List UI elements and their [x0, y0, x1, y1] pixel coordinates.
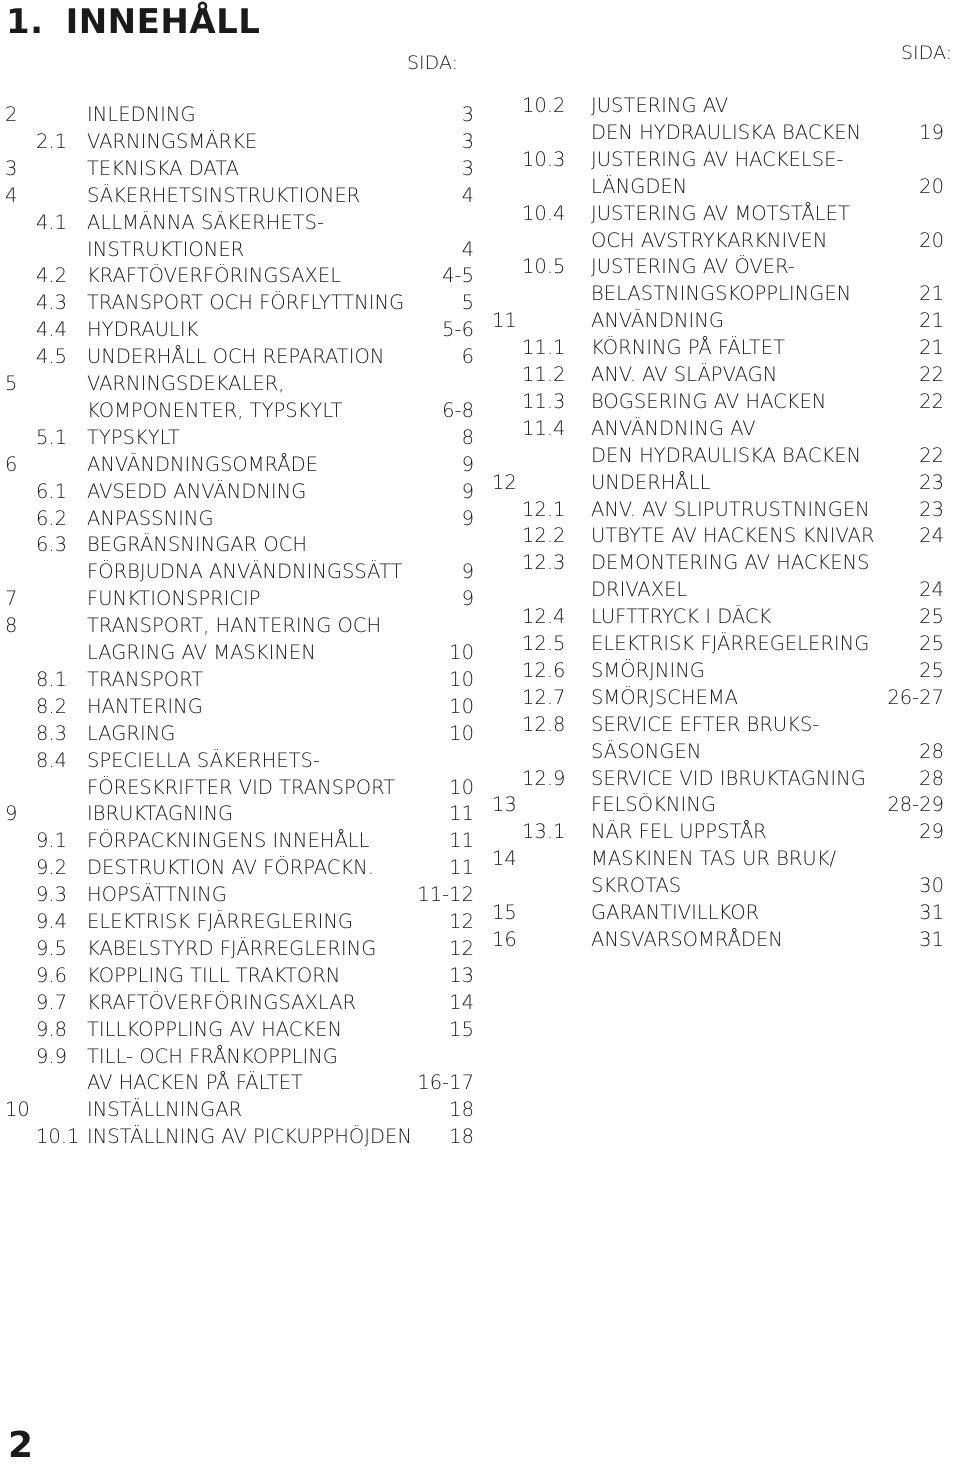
toc-entry-page: 11: [449, 829, 474, 853]
toc-entry-label: TEKNISKA DATA: [87, 156, 239, 180]
toc-entry-label: IBRUKTAGNING: [87, 802, 234, 826]
toc-entry-label: UNDERHÅLL OCH REPARATION: [87, 345, 385, 369]
toc-entry-number: 15: [492, 901, 517, 924]
toc-entry-label: LÄNGDEN: [591, 174, 688, 198]
toc-entry-label: BOGSERING AV HACKEN: [591, 389, 827, 413]
toc-entry-label: DRIVAXEL: [591, 578, 688, 602]
toc-entry-page: 23: [919, 470, 944, 494]
toc-entry-label: ANPASSNING: [87, 506, 214, 530]
toc-entry-number: 9.9: [36, 1044, 68, 1068]
toc-entry-label: ALLMÄNNA SÄKERHETS-: [87, 210, 324, 234]
toc-entry-page: 10: [449, 667, 474, 691]
toc-entry-label: JUSTERING AV MOTSTÅLET: [591, 201, 850, 225]
toc-entry-label: ANV. AV SLIPUTRUSTNINGEN: [591, 497, 870, 521]
toc-entry-label: FÖRBJUDNA ANVÄNDNINGSSÄTT: [87, 560, 403, 584]
toc-entry-label: UNDERHÅLL: [591, 470, 711, 494]
toc-entry-label: LAGRING AV MASKINEN: [87, 641, 316, 664]
toc-entry-page: 11-12: [417, 883, 474, 907]
toc-entry-number: 2.1: [36, 129, 68, 153]
toc-entry-label: AV HACKEN PÅ FÄLTET: [87, 1071, 303, 1095]
toc-entry-label: JUSTERING AV: [591, 94, 729, 117]
toc-entry-page: 25: [919, 632, 944, 655]
toc-entry-label: ELEKTRISK FJÄRREGLERING: [87, 910, 354, 933]
toc-entry-label: VARNINGSDEKALER,: [87, 372, 285, 395]
toc-entry-page: 31: [919, 901, 944, 924]
toc-entry-number: 4: [5, 183, 18, 207]
toc-entry-label: FÖRPACKNINGENS INNEHÅLL: [87, 829, 370, 853]
toc-entry-number: 12.5: [522, 632, 566, 655]
toc-entry-label: LUFTTRYCK I DÄCK: [591, 605, 772, 629]
toc-entry-number: 11.2: [522, 363, 566, 386]
toc-entry-label: TRANSPORT, HANTERING OCH: [87, 614, 382, 638]
toc-entry-page: 9: [461, 479, 474, 503]
toc-entry-label: FELSÖKNING: [591, 793, 716, 817]
toc-entry-page: 6-8: [442, 398, 474, 422]
toc-entry-number: 9.7: [36, 990, 68, 1014]
toc-entry-label: NÄR FEL UPPSTÅR: [591, 820, 767, 844]
toc-entry-number: 9.3: [36, 883, 68, 907]
toc-entry-number: 8.1: [36, 667, 68, 691]
toc-entry-page: 19: [919, 120, 944, 144]
toc-entry-label: INSTÄLLNING AV PICKUPPHÖJDEN: [87, 1125, 412, 1149]
toc-entry-page: 11: [449, 802, 474, 826]
toc-entry-label: SPECIELLA SÄKERHETS-: [87, 748, 320, 772]
toc-entry-number: 9.2: [36, 856, 68, 880]
toc-entry-number: 12.4: [522, 605, 566, 629]
toc-entry-number: 5.1: [36, 425, 68, 449]
toc-entry-page: 25: [919, 605, 944, 629]
toc-entry-page: 12: [449, 910, 474, 933]
toc-entry-label: DEN HYDRAULISKA BACKEN: [591, 443, 862, 467]
toc-entry-number: 13.1: [522, 820, 566, 844]
toc-entry-page: 10: [449, 641, 474, 664]
toc-entry-label: JUSTERING AV ÖVER-: [591, 255, 795, 279]
toc-entry-number: 6.3: [36, 533, 68, 557]
toc-entry-number: 10.3: [522, 147, 566, 171]
toc-entry-number: 6.2: [36, 506, 68, 530]
toc-entry-label: JUSTERING AV HACKELSE-: [591, 147, 844, 171]
toc-entry-number: 12.7: [522, 685, 566, 709]
toc-entry-label: FÖRESKRIFTER VID TRANSPORT: [87, 775, 396, 799]
toc-entry-label: TRANSPORT OCH FÖRFLYTTNING: [87, 291, 405, 315]
toc-entry-page: 29: [919, 820, 944, 844]
toc-entry-page: 11: [449, 856, 474, 880]
toc-entry-page: 28-29: [887, 793, 944, 817]
toc-entry-number: 3: [5, 156, 18, 180]
toc-entry-label: DEN HYDRAULISKA BACKEN: [591, 120, 862, 144]
toc-entry-label: GARANTIVILLKOR: [591, 901, 760, 924]
toc-entry-label: ELEKTRISK FJÄRREGELERING: [591, 632, 870, 655]
toc-entry-page: 6: [461, 345, 474, 369]
toc-entry-page: 3: [461, 103, 474, 126]
toc-entry-page: 21: [919, 282, 944, 306]
toc-entry-number: 12.8: [522, 712, 566, 736]
toc-entry-page: 9: [461, 587, 474, 611]
toc-entry-number: 8: [5, 614, 18, 638]
toc-entry-page: 24: [919, 524, 944, 548]
toc-entry-number: 10.4: [522, 201, 566, 225]
toc-entry-label: FUNKTIONSPRICIP: [87, 587, 261, 611]
toc-entry-page: 5: [461, 291, 474, 315]
toc-entry-page: 24: [919, 578, 944, 602]
toc-entry-number: 16: [492, 927, 517, 951]
title-number: 1.: [6, 2, 44, 42]
toc-entry-number: 4.4: [36, 318, 68, 342]
toc-entry-number: 6.1: [36, 479, 68, 503]
toc-entry-label: OCH AVSTRYKARKNIVEN: [591, 228, 828, 252]
page-title: [6, 2, 260, 42]
toc-entry-label: INLEDNING: [87, 103, 196, 126]
toc-entry-number: 10.5: [522, 255, 566, 279]
toc-entry-number: 12.1: [522, 497, 566, 521]
toc-entry-label: HANTERING: [87, 694, 203, 718]
toc-entry-label: INSTÄLLNINGAR: [87, 1098, 243, 1122]
toc-entry-page: 26-27: [887, 685, 944, 709]
toc-entry-number: 10: [5, 1098, 30, 1122]
page-column-header-right: SIDA:: [901, 42, 953, 64]
toc-entry-number: 11: [492, 309, 517, 333]
toc-entry-number: 9.6: [36, 963, 68, 987]
toc-entry-page: 14: [449, 990, 474, 1014]
toc-entry-page: 10: [449, 775, 474, 799]
toc-entry-number: 14: [492, 847, 517, 871]
toc-entry-label: INSTRUKTIONER: [87, 237, 245, 261]
toc-entry-label: ANSVARSOMRÅDEN: [591, 927, 783, 951]
toc-entry-label: SÄKERHETSINSTRUKTIONER: [87, 183, 361, 207]
toc-entry-page: 10: [449, 721, 474, 745]
toc-entry-label: TILL- OCH FRÅNKOPPLING: [87, 1044, 338, 1068]
toc-entry-number: 9.1: [36, 829, 68, 853]
toc-entry-number: 8.2: [36, 694, 68, 718]
toc-entry-page: 4: [461, 183, 474, 207]
toc-entry-number: 9.5: [36, 936, 68, 960]
toc-entry-page: 15: [449, 1017, 474, 1041]
toc-entry-label: KOPPLING TILL TRAKTORN: [87, 963, 341, 987]
toc-entry-number: 7: [5, 587, 18, 611]
toc-entry-page: 4-5: [442, 264, 474, 288]
toc-entry-number: 2: [5, 103, 18, 126]
toc-entry-label: DEMONTERING AV HACKENS: [591, 551, 870, 575]
toc-entry-label: SERVICE EFTER BRUKS-: [591, 712, 820, 736]
toc-entry-page: 8: [461, 425, 474, 449]
toc-entry-label: AVSEDD ANVÄNDNING: [87, 479, 307, 503]
toc-entry-page: 12: [449, 936, 474, 960]
toc-entry-label: SKROTAS: [591, 874, 682, 898]
toc-entry-label: BEGRÄNSNINGAR OCH: [87, 533, 308, 557]
toc-entry-page: 18: [449, 1098, 474, 1122]
toc-entry-page: 22: [919, 389, 944, 413]
toc-entry-number: 9: [5, 802, 18, 826]
toc-entry-number: 10.1: [36, 1125, 80, 1149]
toc-entry-number: 12.3: [522, 551, 566, 575]
title-text: INNEHÅLL: [65, 2, 261, 42]
toc-entry-page: 31: [919, 927, 944, 951]
toc-entry-label: KRAFTÖVERFÖRINGSAXEL: [87, 264, 342, 288]
toc-entry-label: VARNINGSMÄRKE: [87, 129, 258, 153]
toc-entry-page: 22: [919, 363, 944, 386]
toc-entry-label: KÖRNING PÅ FÄLTET: [591, 336, 785, 360]
toc-entry-label: SMÖRJNING: [591, 658, 705, 682]
toc-entry-label: MASKINEN TAS UR BRUK/: [591, 847, 837, 871]
toc-entry-page: 25: [919, 658, 944, 682]
toc-entry-label: ANVÄNDNINGSOMRÅDE: [87, 452, 318, 476]
toc-entry-number: 9.8: [36, 1017, 68, 1041]
toc-entry-label: LAGRING: [87, 721, 176, 745]
toc-entry-page: 28: [919, 766, 944, 790]
toc-entry-page: 16-17: [417, 1071, 474, 1095]
toc-entry-label: UTBYTE AV HACKENS KNIVAR: [591, 524, 875, 548]
toc-entry-number: 5: [5, 372, 18, 395]
toc-entry-page: 5-6: [442, 318, 474, 342]
toc-entry-label: SERVICE VID IBRUKTAGNING: [591, 766, 866, 790]
toc-entry-number: 6: [5, 452, 18, 476]
toc-entry-page: 23: [919, 497, 944, 521]
toc-entry-label: ANV. AV SLÄPVAGN: [591, 363, 778, 386]
toc-entry-label: HYDRAULIK: [87, 318, 199, 342]
toc-entry-number: 11.1: [522, 336, 566, 360]
toc-entry-number: 12.6: [522, 658, 566, 682]
toc-entry-page: 18: [449, 1125, 474, 1149]
toc-entry-number: 9.4: [36, 910, 68, 933]
toc-entry-number: 12.9: [522, 766, 566, 790]
toc-entry-page: 20: [919, 174, 944, 198]
toc-entry-label: TRANSPORT: [87, 667, 204, 691]
toc-entry-page: 3: [461, 156, 474, 180]
toc-entry-page: 20: [919, 228, 944, 252]
toc-entry-number: 13: [492, 793, 517, 817]
toc-entry-number: 4.5: [36, 345, 68, 369]
toc-entry-label: TILLKOPPLING AV HACKEN: [87, 1017, 343, 1041]
toc-entry-number: 11.3: [522, 389, 566, 413]
toc-entry-number: 4.2: [36, 264, 68, 288]
toc-entry-label: KRAFTÖVERFÖRINGSAXLAR: [87, 990, 357, 1014]
toc-entry-page: 9: [461, 506, 474, 530]
toc-entry-label: DESTRUKTION AV FÖRPACKN.: [87, 856, 374, 880]
toc-entry-label: KOMPONENTER, TYPSKYLT: [87, 398, 343, 422]
toc-entry-label: BELASTNINGSKOPPLINGEN: [591, 282, 852, 306]
toc-entry-number: 4.1: [36, 210, 68, 234]
toc-entry-number: 8.3: [36, 721, 68, 745]
toc-entry-page: 30: [919, 874, 944, 898]
toc-entry-page: 10: [449, 694, 474, 718]
toc-entry-label: ANVÄNDNING: [591, 309, 724, 333]
toc-entry-page: 28: [919, 739, 944, 763]
toc-entry-number: 12.2: [522, 524, 566, 548]
toc-entry-label: SÄSONGEN: [591, 739, 702, 763]
toc-entry-number: 12: [492, 470, 517, 494]
toc-entry-page: 3: [461, 129, 474, 153]
toc-entry-number: 8.4: [36, 748, 68, 772]
toc-entry-number: 10.2: [522, 94, 566, 117]
page-number: 2: [8, 1425, 34, 1466]
toc-entry-page: 13: [449, 963, 474, 987]
toc-entry-label: TYPSKYLT: [87, 425, 180, 449]
toc-entry-label: KABELSTYRD FJÄRREGLERING: [87, 936, 377, 960]
toc-entry-label: SMÖRJSCHEMA: [591, 685, 738, 709]
toc-entry-page: 9: [461, 560, 474, 584]
toc-entry-number: 4.3: [36, 291, 68, 315]
toc-entry-page: 21: [919, 309, 944, 333]
toc-entry-page: 9: [461, 452, 474, 476]
toc-entry-number: 11.4: [522, 416, 566, 440]
toc-entry-page: 22: [919, 443, 944, 467]
toc-entry-label: HOPSÄTTNING: [87, 883, 227, 907]
page-column-header-left: SIDA:: [407, 52, 459, 74]
toc-entry-page: 21: [919, 336, 944, 360]
toc-entry-page: 4: [461, 237, 474, 261]
toc-entry-label: ANVÄNDNING AV: [591, 416, 756, 440]
